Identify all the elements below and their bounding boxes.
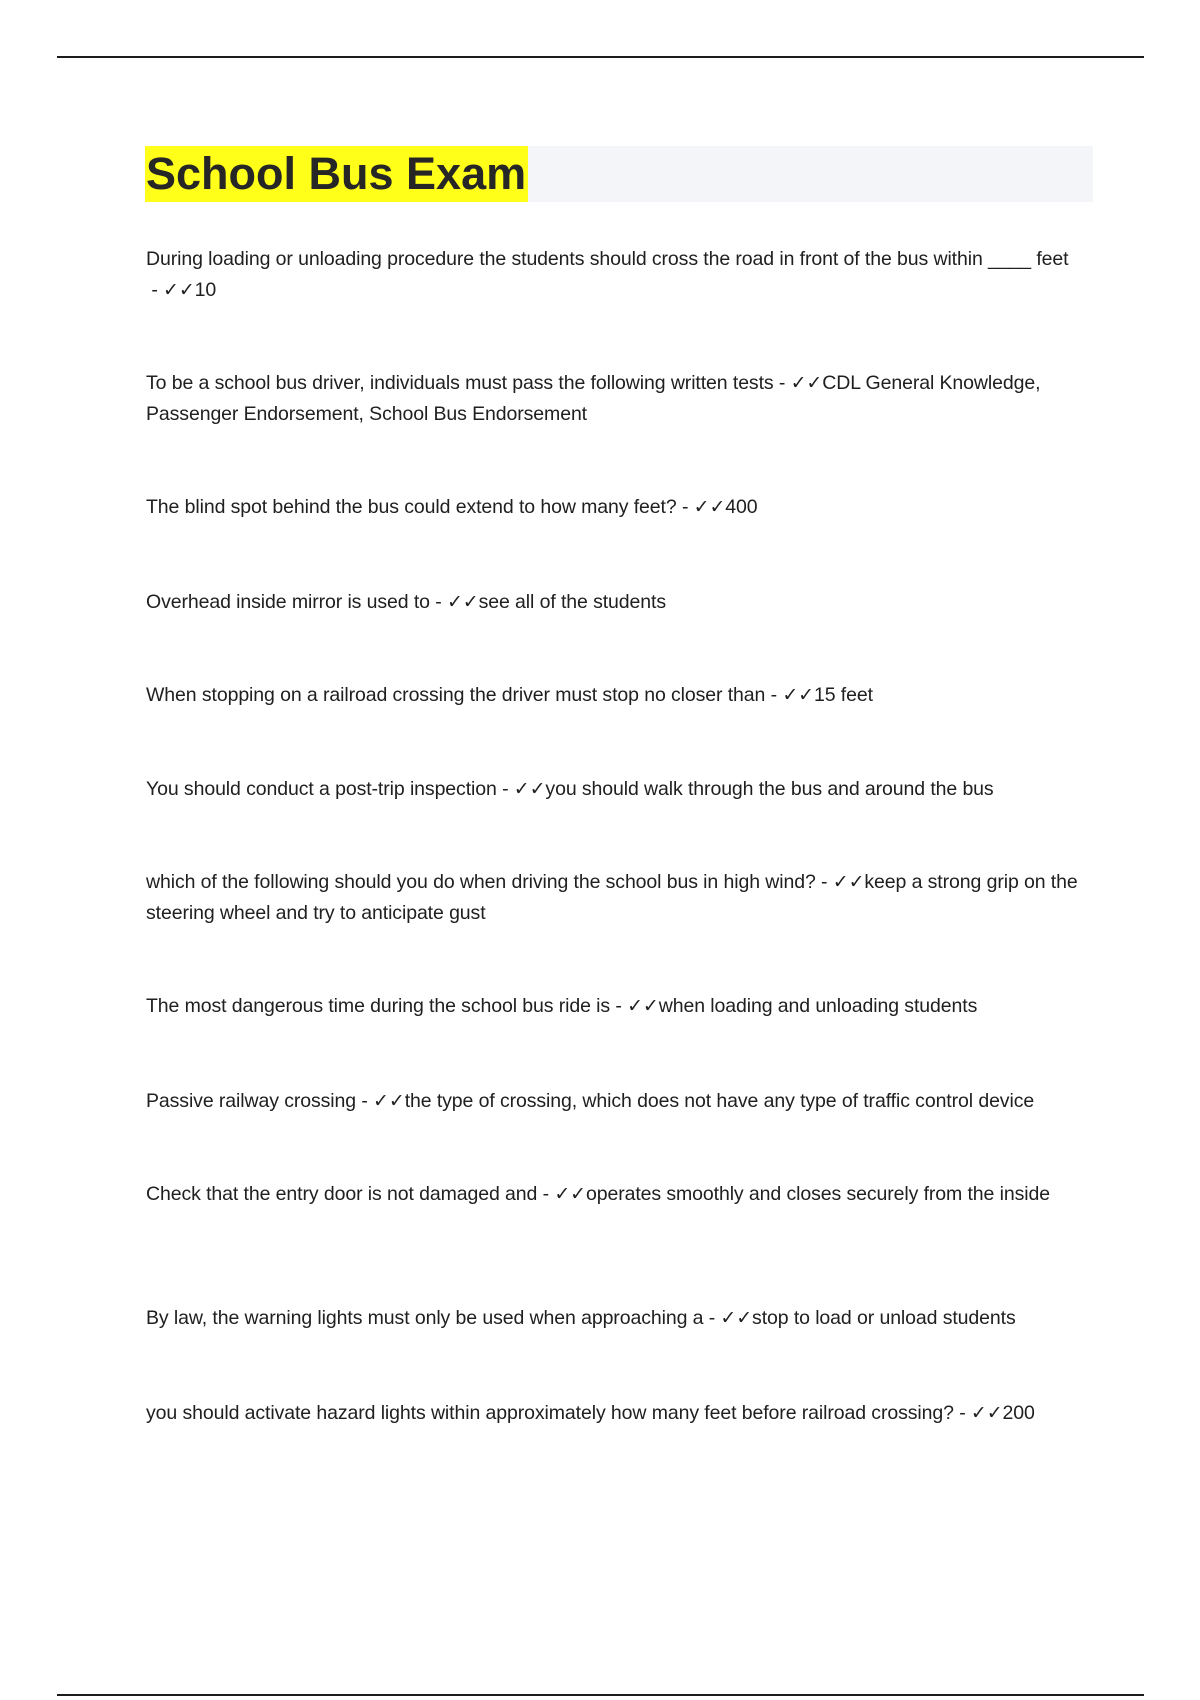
answer-text: keep a strong grip on the steering wheel and try to anticipate gust xyxy=(146,871,1078,924)
question-text: The blind spot behind the bus could extend to how many feet? xyxy=(146,496,677,518)
qa-item xyxy=(146,867,1092,929)
qa-item xyxy=(146,991,1092,1022)
double-check-icon: ✓✓ xyxy=(163,279,195,301)
answer-text: 200 xyxy=(1002,1402,1035,1424)
answer-text: stop to load or unload students xyxy=(752,1307,1016,1329)
separator: - xyxy=(610,995,628,1017)
double-check-icon: ✓✓ xyxy=(782,684,814,706)
qa-item xyxy=(146,368,1092,430)
question-text: By law, the warning lights must only be used when approaching a xyxy=(146,1307,704,1329)
double-check-icon: ✓✓ xyxy=(790,372,823,394)
question-text: you should activate hazard lights within approximately how many feet before railroad crossing? xyxy=(146,1402,954,1424)
separator: - xyxy=(953,1402,971,1424)
double-check-icon: ✓✓ xyxy=(373,1090,405,1112)
answer-text: 400 xyxy=(725,496,758,518)
bottom-rule xyxy=(57,1694,1144,1696)
top-rule xyxy=(57,56,1144,58)
answer-text: CDL General Knowledge, Passenger Endorsement, School Bus Endorsement xyxy=(146,372,1041,425)
question-text: Check that the entry door is not damaged and xyxy=(146,1183,538,1205)
qa-item xyxy=(146,1086,1092,1117)
question-text: Passive railway crossing xyxy=(146,1090,357,1112)
answer-text: 15 feet xyxy=(813,684,873,706)
double-check-icon: ✓✓ xyxy=(970,1402,1003,1424)
page-title: School Bus Exam xyxy=(145,146,528,202)
question-text: To be a school bus driver, individuals must pass the following written tests xyxy=(146,372,774,394)
separator: - xyxy=(773,372,791,394)
double-check-icon: ✓✓ xyxy=(693,496,726,518)
double-check-icon: ✓✓ xyxy=(513,778,546,800)
separator: - xyxy=(356,1090,374,1112)
separator: - xyxy=(703,1307,721,1329)
separator: - xyxy=(496,778,514,800)
answer-text: you should walk through the bus and around the bus xyxy=(545,778,994,800)
question-text: During loading or unloading procedure the students should cross the road in front of the bus within ____ feet xyxy=(146,248,1069,270)
separator: - xyxy=(146,279,164,301)
double-check-icon: ✓✓ xyxy=(627,995,659,1017)
answer-text: 10 xyxy=(194,279,217,301)
qa-item xyxy=(146,492,1092,523)
qa-item xyxy=(146,774,1092,805)
answer-text: when loading and unloading students xyxy=(658,995,978,1017)
qa-item xyxy=(146,1179,1092,1210)
qa-item xyxy=(146,244,1092,306)
qa-item xyxy=(146,1398,1092,1429)
question-text: which of the following should you do when driving the school bus in high wind? xyxy=(146,871,816,893)
answer-text: see all of the students xyxy=(478,591,667,613)
answer-text: operates smoothly and closes securely from the inside xyxy=(585,1183,1050,1205)
qa-item xyxy=(146,1303,1092,1334)
separator: - xyxy=(429,591,447,613)
question-text: You should conduct a post-trip inspection xyxy=(146,778,497,800)
separator: - xyxy=(765,684,783,706)
qa-item xyxy=(146,587,1092,618)
question-text: When stopping on a railroad crossing the driver must stop no closer than xyxy=(146,684,766,706)
separator: - xyxy=(676,496,694,518)
double-check-icon: ✓✓ xyxy=(446,591,479,613)
qa-item xyxy=(146,680,1092,711)
separator: - xyxy=(815,871,833,893)
separator: - xyxy=(537,1183,555,1205)
answer-text: the type of crossing, which does not have any type of traffic control device xyxy=(404,1090,1035,1112)
double-check-icon: ✓✓ xyxy=(554,1183,586,1205)
question-text: The most dangerous time during the school bus ride is xyxy=(146,995,611,1017)
double-check-icon: ✓✓ xyxy=(832,871,865,893)
question-text: Overhead inside mirror is used to xyxy=(146,591,430,613)
double-check-icon: ✓✓ xyxy=(720,1307,753,1329)
